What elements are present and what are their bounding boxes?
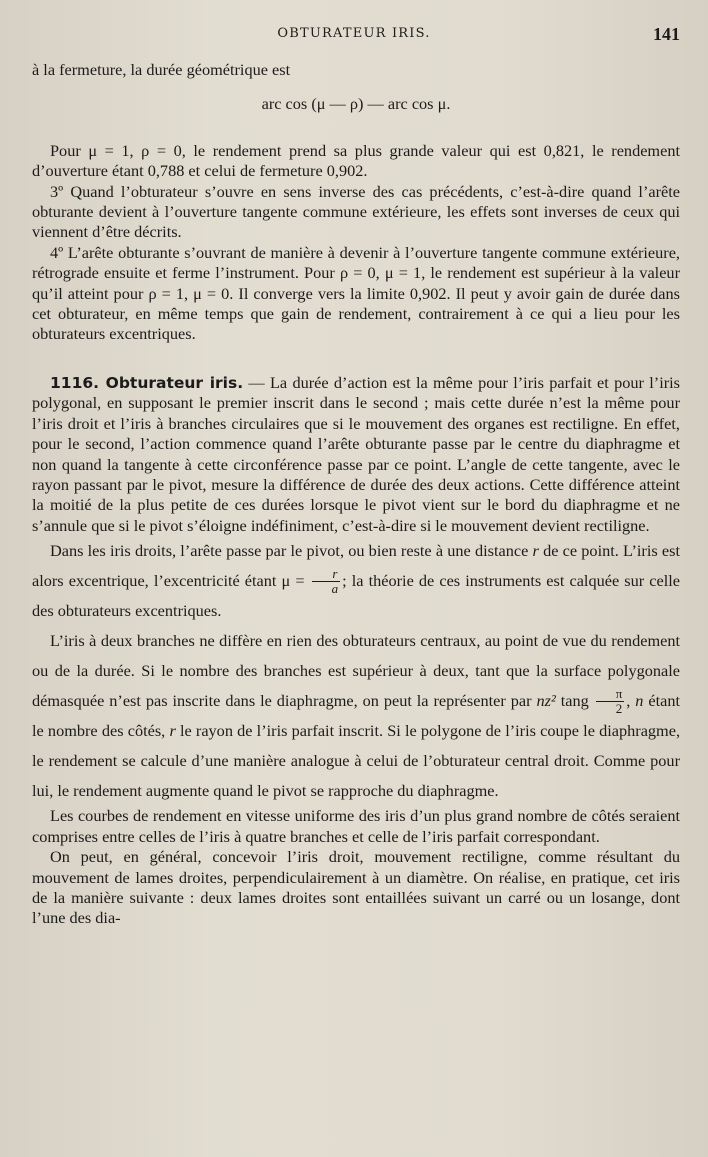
paragraph-two-branch-iris: L’iris à deux branches ne diffère en rien des obturateurs centraux, au point de vue du rendement ou de la durée. Si le nombre des branches est supérieur à deux, tant que la surface polygonale démasquée n’est pas inscrite dans le diaphragme, on peut la représenter par nz² tang $\frac{\pi}{2}$ , n étant le nombre des côtés, r le rayon de l’iris parfait inscrit. Si le polygone de l’iris coupe le diaphragme, le rendement se calcule d’une manière analogue à celui de l’obturateur central droit. Comme pour lui, le rendement augmente quand le pivot se rapproche du diaphragme. [32,631,681,801]
text-segment: étant le nombre des côtés, [32,691,680,741]
running-header [0,24,708,46]
paragraph-case-3: 3º Quand l’obturateur s’ouvre en sens inverse des cas précédents, c’est-à-dire quand l’arête obturante devient à l’ouverture tangente commune extérieure, les effets sont inverses de ceux qui viennent d’être décrits. [32,181,680,242]
fraction-denominator: 2 [615,701,623,717]
formula-duration: arc cos (μ — ρ) — arc cos μ. [261,94,451,114]
fraction-denominator: a [331,581,339,597]
paragraph-curves: Les courbes de rendement en vitesse uniforme des iris d’un plus grand nombre de côtés seraient comprises entre celles de l’iris à quatre branches et celle de l’iris parfait correspondant. [32,806,680,846]
section-1116-paragraph [32,373,680,536]
fraction-numerator: r [312,567,341,582]
text-segment: L’iris à deux branches ne diffère en rien des obturateurs centraux, au point de vue du rendement ou de la durée. Si le nombre des branches est supérieur à deux, tant que la surface polygonale démasquée n’est pas inscrite dans le diaphragme, on peut la représenter par [32,631,680,711]
paragraph-efficiency: Pour μ = 1, ρ = 0, le rendement prend sa plus grande valeur qui est 0,821, le rendement d’ouverture étant 0,788 et celui de fermeture 0,902. [32,140,680,181]
page-number: 141 [653,24,680,44]
math-variable: n [635,691,644,711]
paragraph-straight-blades: On peut, en général, concevoir l’iris droit, mouvement rectiligne, comme résultant du mouvement de lames droites, perpendiculairement à un diamètre. On réalise, en pratique, cet iris de la manière suivante : deux lames droites sont entaillées suivant un carré ou un losange, dont l’une des dia- [32,847,680,928]
fraction-r-over-a [312,567,341,596]
fraction-pi-over-2 [596,687,625,716]
page-body [32,60,680,929]
paragraph-intro: à la fermeture, la durée géométrique est [32,60,291,79]
text-segment: Dans les iris droits, l’arête passe par le pivot, ou bien reste à une distance [50,541,529,561]
math-expression: nz² [536,691,556,711]
section-heading: 1116. Obturateur iris. [50,373,244,392]
paragraph-case-4: 4º L’arête obturante s’ouvrant de manière à devenir à l’ouverture tangente commune extérieure, rétrograde ensuite et ferme l’instrument. Pour ρ = 0, μ = 1, le rendement est supérieur à la valeur qu’il atteint pour ρ = 1, μ = 0. Il converge vers la limite 0,902. Il peut y avoir gain de durée dans cet obturateur, en même temps que gain de rendement, contrairement à ce qui a lieu pour les obturateurs excentriques. [32,242,680,344]
fraction-numerator: π [596,687,625,702]
text-segment: le rayon de l’iris parfait inscrit. Si le polygone de l’iris coupe le diaphragme, le rendement se calcule d’une manière analogue à celui de l’obturateur central droit. Comme pour lui, le rendement augmente quand le pivot se rapproche du diaphragme. [32,721,681,801]
text-segment: ; la théorie de ces instruments est calquée sur celle des obturateurs excentriques. [32,571,680,621]
math-variable: r [532,541,539,561]
section-spacer [32,345,680,373]
section-1116-text: — La durée d’action est la même pour l’iris parfait et pour l’iris polygonal, en supposant le premier inscrit dans le second ; mais cette durée n’est la même pour l’iris droit et l’iris à branches circulaires que si le mouvement des organes est rectiligne. En effet, pour le second, l’action commence quand l’arête obturante passe par le centre du diaphragme et non quand la tangente à cette circonférence passe par ce point. L’angle de cette tangente, avec le rayon passant par le pivot, mesure la différence de durée des deux actions. Cette différence atteint la moitié de la plus petite de ces durées lorsque le pivot vient sur le bord du diaphragme et ne s’annule que si le pivot s’éloigne indéfiniment, c’est-à-dire si le mouvement devient rectiligne. [32,372,681,535]
text-segment: de ce point. L’iris est alors excentrique, l’excentricité étant μ = [32,541,680,591]
paragraph-straight-iris [32,536,680,626]
running-title: OBTURATEUR IRIS. [277,26,431,41]
math-variable: r [169,721,176,741]
math-function: tang [560,691,589,711]
